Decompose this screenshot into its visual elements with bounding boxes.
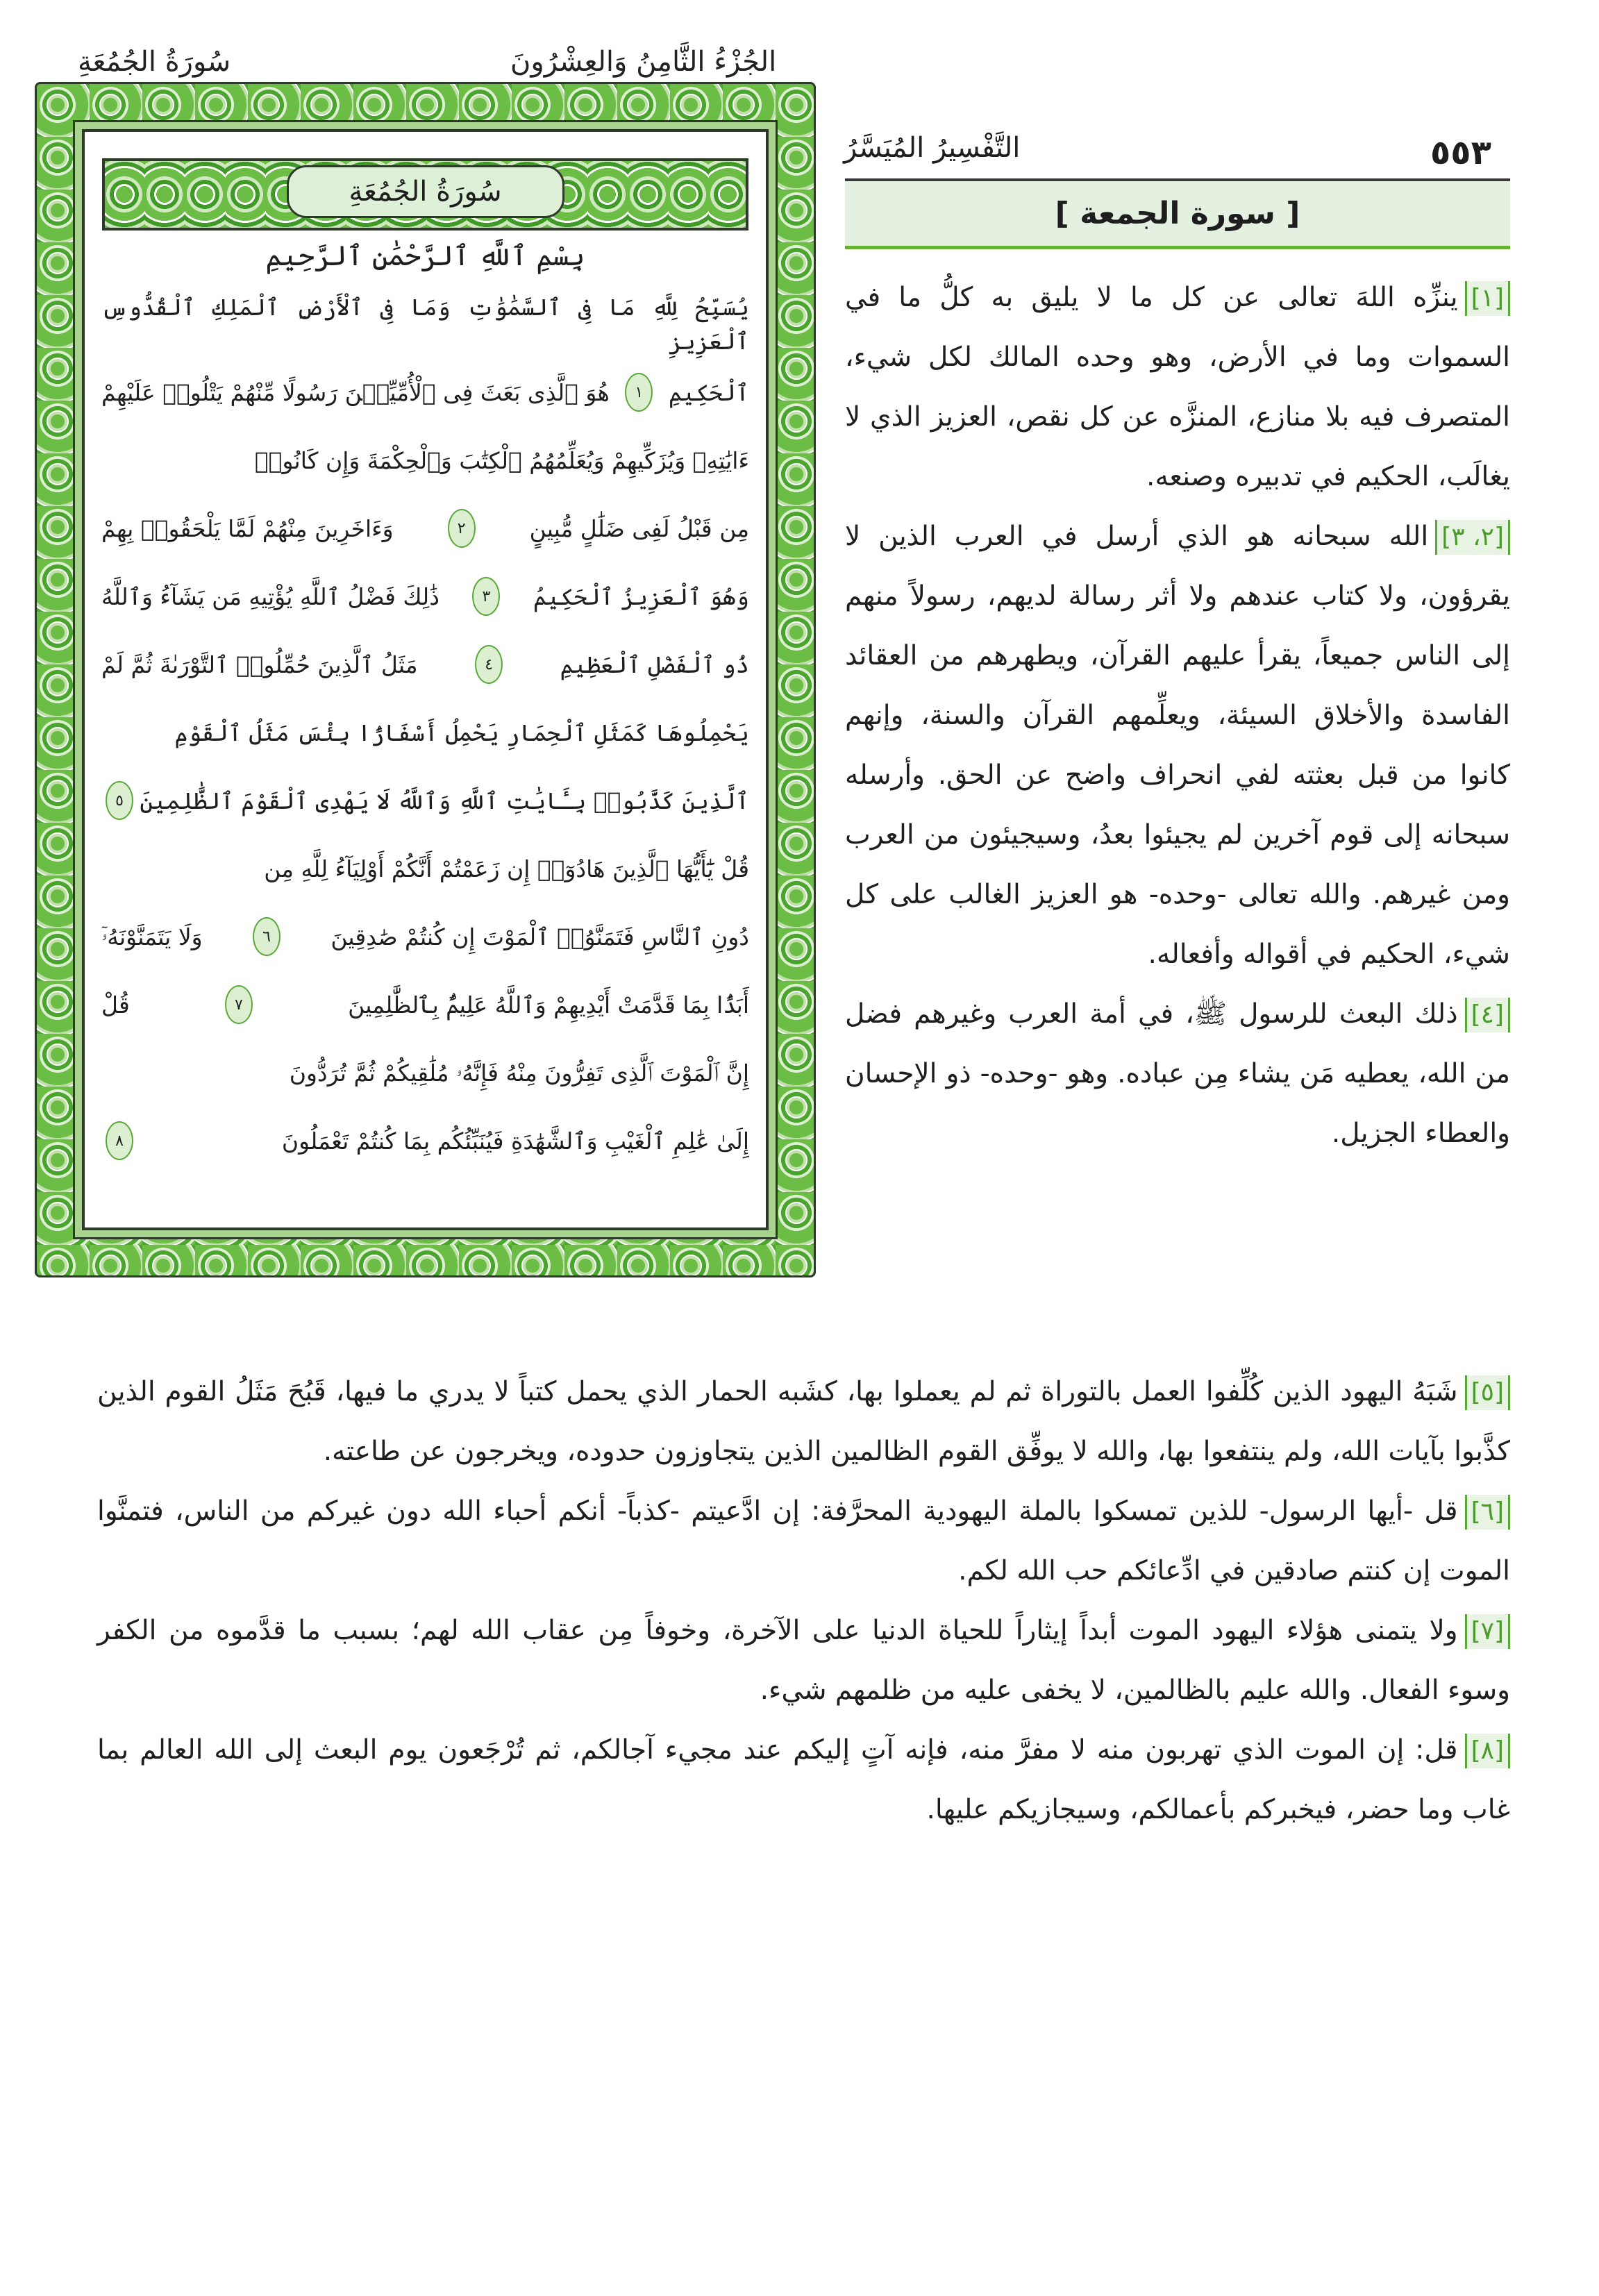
quran-segment: قُلْ يَٰٓأَيُّهَا ٱلَّذِينَ هَادُوٓا۟ إِن زَعَمْتُمْ أَنَّكُمْ أَوْلِيَآءُ لِلَّهِ مِن xyxy=(264,855,749,882)
quran-segment: ءَايَٰتِهِۦ وَيُزَكِّيهِمْ وَيُعَلِّمُهُمُ ٱلْكِتَٰبَ وَٱلْحِكْمَةَ وَإِن كَانُوا۟ xyxy=(254,446,749,474)
quran-segment: أَبَدًۢا بِمَا قَدَّمَتْ أَيْدِيهِمْ وَٱللَّهُ عَلِيمٌۢ بِٱلظَّٰلِمِينَ xyxy=(348,991,749,1019)
quran-line xyxy=(101,971,749,1039)
quran-line xyxy=(101,290,749,358)
quran-segment: يُسَبِّحُ لِلَّهِ مَا فِى ٱلسَّمَٰوَٰتِ وَمَا فِى ٱلْأَرْضِ ٱلْمَلِكِ ٱلْقُدُّوسِ ٱلْعَزِيزِ xyxy=(101,294,749,355)
quran-segment: وَهُوَ ٱلْعَزِيزُ ٱلْحَكِيمُ xyxy=(533,583,749,610)
surah-heading: [ سورة الجمعة ] xyxy=(1055,196,1300,231)
quran-segment: هُوَ ٱلَّذِى بَعَثَ فِى ٱلْأُمِّيِّـۧنَ رَسُولًا مِّنْهُمْ يَتْلُوا۟ عَلَيْهِمْ xyxy=(101,378,610,406)
ayah-number-marker: ١ xyxy=(625,373,653,412)
ayah-number-marker: ٧ xyxy=(225,985,253,1024)
tafsir-text: قل: إن الموت الذي تهربون منه لا مفرَّ منه، فإنه آتٍ إليكم عند مجيء آجالكم، ثم تُرْجَعون يوم البعث إلى الله العالم بما غاب وما حضر، فيخبركم بأعمالكم، وسيجازيكم عليها. xyxy=(97,1734,1510,1825)
quran-segment: وَلَا يَتَمَنَّوْنَهُۥٓ xyxy=(101,923,203,950)
quran-segment: وَءَاخَرِينَ مِنْهُمْ لَمَّا يَلْحَقُوا۟ بِهِمْ xyxy=(101,514,394,542)
quran-segment: إِلَىٰ عَٰلِمِ ٱلْغَيْبِ وَٱلشَّهَٰدَةِ فَيُنَبِّئُكُم بِمَا كُنتُمْ تَعْمَلُونَ xyxy=(281,1127,749,1155)
quran-line xyxy=(101,766,749,835)
ayah-number-marker: ٣ xyxy=(472,577,500,616)
quran-segment: إِنَّ ٱلْمَوْتَ ٱلَّذِى تَفِرُّونَ مِنْهُ فَإِنَّهُۥ مُلَٰقِيكُمْ ثُمَّ تُرَدُّونَ xyxy=(289,1059,749,1087)
quran-segment: مِن قَبْلُ لَفِى ضَلَٰلٍ مُّبِينٍ xyxy=(529,514,749,542)
quran-line xyxy=(101,426,749,494)
surah-title: سُورَةُ الجُمُعَةِ xyxy=(287,165,564,218)
ayah-number-marker: ٦ xyxy=(253,917,281,956)
quran-segment: مَثَلُ ٱلَّذِينَ حُمِّلُوا۟ ٱلتَّوْرَىٰةَ ثُمَّ لَمْ xyxy=(101,651,418,678)
quran-segment: دُونِ ٱلنَّاسِ فَتَمَنَّوُا۟ ٱلْمَوْتَ إِن كُنتُمْ صَٰدِقِينَ xyxy=(330,923,749,950)
surah-banner xyxy=(102,158,748,231)
ayah-number-marker: ٥ xyxy=(106,781,133,820)
tafsir-paragraph xyxy=(97,1482,1510,1601)
verse-ref: [٦] xyxy=(1465,1495,1510,1530)
ayah-number-marker: ٨ xyxy=(106,1121,133,1160)
quran-line xyxy=(101,1039,749,1107)
quran-line xyxy=(101,562,749,630)
verse-ref: [٨] xyxy=(1465,1734,1510,1768)
verse-ref: [٢، ٣] xyxy=(1435,520,1510,555)
quran-line xyxy=(101,630,749,698)
surah-heading-box xyxy=(845,178,1510,249)
ornamental-frame xyxy=(35,82,816,1277)
quran-text xyxy=(101,290,749,1175)
tafsir-full-width xyxy=(97,1362,1510,1840)
verse-ref: [٧] xyxy=(1465,1614,1510,1649)
tafsir-text: ذلك البعث للرسول ﷺ، في أمة العرب وغيرهم فضل من الله، يعطيه مَن يشاء مِن عباده. وهو -وحده- ذو الإحسان والعطاء الجزيل. xyxy=(845,998,1510,1149)
tafsir-text: ولا يتمنى هؤلاء اليهود الموت أبداً إيثاراً للحياة الدنيا على الآخرة، وخوفاً مِن عقاب الله لهم؛ بسبب ما قدَّموه من الكفر وسوء الفعال. والله عليم بالظالمين، لا يخفى عليه من ظلمهم شيء. xyxy=(97,1615,1510,1706)
quran-segment: يَحْمِلُوهَا كَمَثَلِ ٱلْحِمَارِ يَحْمِلُ أَسْفَارًۢا بِئْسَ مَثَلُ ٱلْقَوْمِ xyxy=(174,719,749,746)
tafsir-paragraph xyxy=(845,984,1510,1164)
quran-segment: ٱلْحَكِيمِ xyxy=(668,378,749,406)
verse-ref: [٥] xyxy=(1465,1375,1510,1410)
juz-header: الجُزْءُ الثَّامِنُ وَالعِشْرُونَ xyxy=(510,46,777,78)
ayah-number-marker: ٢ xyxy=(448,509,476,548)
tafsir-paragraph xyxy=(845,268,1510,507)
tafsir-column xyxy=(845,268,1510,1164)
tafsir-text: ينزِّه اللهَ تعالى عن كل ما لا يليق به كلُّ ما في السموات وما في الأرض، وهو وحده المالك لكل شيء، المتصرف فيه بلا منازع، المنزَّه عن كل نقص، العزيز الذي لا يغالَب، الحكيم في تدبيره وصنعه. xyxy=(845,282,1510,492)
quran-segment: ذُو ٱلْفَضْلِ ٱلْعَظِيمِ xyxy=(560,651,749,678)
quran-line xyxy=(101,903,749,971)
tafsir-text: شَبَهُ اليهود الذين كُلِّفوا العمل بالتوراة ثم لم يعملوا بها، كشَبه الحمار الذي يحمل كتباً لا يدري ما فيها، قَبُحَ مَثَلُ القوم الذين كذَّبوا بآيات الله، ولم ينتفعوا بها، والله لا يوفِّق القوم الظالمين الذين يتجاوزون حدوده، ويخرجون عن طاعته. xyxy=(97,1376,1510,1467)
page-number: ٥٥٣ xyxy=(1430,133,1491,172)
mushaf-page xyxy=(82,129,769,1230)
quran-segment: ٱلَّذِينَ كَذَّبُوا۟ بِـَٔايَٰتِ ٱللَّهِ وَٱللَّهُ لَا يَهْدِى ٱلْقَوْمَ ٱلظَّٰلِمِينَ xyxy=(140,787,749,814)
verse-ref: [١] xyxy=(1465,281,1510,316)
book-title: التَّفْسِيرُ المُيَسَّرُ xyxy=(844,132,1021,164)
quran-segment: قُلْ xyxy=(101,991,130,1019)
quran-line xyxy=(101,698,749,766)
verse-ref: [٤] xyxy=(1465,998,1510,1032)
surah-running-header: سُورَةُ الجُمُعَةِ xyxy=(78,46,231,78)
quran-line xyxy=(101,494,749,562)
tafsir-text: قل -أيها الرسول- للذين تمسكوا بالملة اليهودية المحرَّفة: إن ادَّعيتم -كذباً- أنكم أحباء الله دون غيركم من الناس، فتمنَّوا الموت إن كنتم صادقين في ادِّعائكم حب الله لكم. xyxy=(97,1495,1510,1586)
tafsir-paragraph xyxy=(845,507,1510,984)
frame-inner-border xyxy=(73,120,778,1239)
quran-line xyxy=(101,835,749,903)
quran-line xyxy=(101,358,749,426)
tafsir-paragraph xyxy=(97,1601,1510,1720)
tafsir-paragraph xyxy=(97,1362,1510,1482)
tafsir-paragraph xyxy=(97,1720,1510,1840)
quran-line xyxy=(101,1107,749,1175)
quran-segment: ذَٰلِكَ فَضْلُ ٱللَّهِ يُؤْتِيهِ مَن يَشَآءُ وَٱللَّهُ xyxy=(101,583,439,610)
ayah-number-marker: ٤ xyxy=(475,645,503,684)
basmala: بِسْمِ ٱللَّهِ ٱلرَّحْمَٰنِ ٱلرَّحِيمِ xyxy=(265,240,585,272)
tafsir-text: الله سبحانه هو الذي أرسل في العرب الذين لا يقرؤون، ولا كتاب عندهم ولا أثر رسالة لديهم، رسولاً منهم إلى الناس جميعاً، يقرأ عليهم القرآن، ويطهرهم من العقائد الفاسدة والأخلاق السيئة، ويعلِّمهم القرآن والسنة، وإنهم كانوا من قبل بعثته لفي انحراف واضح عن الحق. وأرسله سبحانه إلى قوم آخرين لم يجيئوا بعدُ، وسيجيئون من العرب ومن غيرهم. والله تعالى -وحده- هو العزيز الغالب على كل شيء، الحكيم في أقواله وأفعاله. xyxy=(845,521,1510,970)
